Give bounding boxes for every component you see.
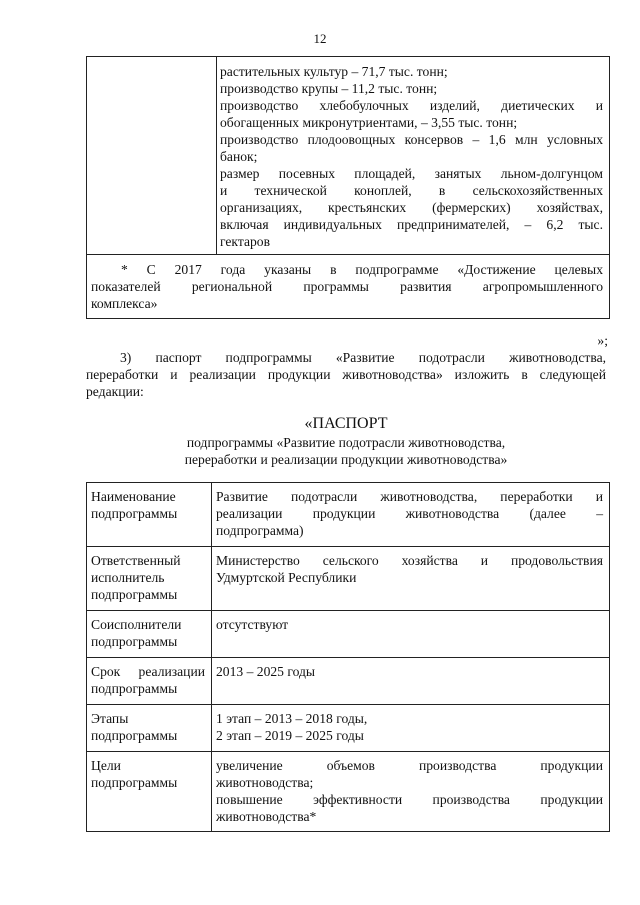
value-line: повышение эффективности производства продукции [216, 792, 603, 807]
label-line: исполнитель [91, 570, 165, 585]
continuation-table [86, 56, 610, 319]
text-line: банок; [220, 149, 258, 164]
value-line: 2 этап – 2019 – 2025 годы [216, 728, 364, 743]
label-line: Этапы [91, 711, 129, 726]
page-number: 12 [313, 31, 327, 46]
label-line: подпрограммы [91, 634, 178, 649]
footnote-line: показателей региональной программы развития агропромышленного [91, 279, 603, 294]
value-line: реализации продукции животноводства (далее – [216, 506, 603, 521]
empty-cell [87, 57, 217, 255]
value-line: животноводства* [216, 809, 317, 824]
row-label [87, 705, 212, 752]
footnote-cell [87, 255, 610, 319]
footnote-line: * С 2017 года указаны в подпрограмме «Достижение целевых [121, 262, 603, 277]
value-line: Удмуртской Республики [216, 570, 357, 585]
value-line: Министерство сельского хозяйства и продовольствия [216, 553, 603, 568]
passport-title: «ПАСПОРТ [304, 415, 388, 432]
text-line: производство хлебобулочных изделий, диетических и [220, 98, 603, 113]
text-line: и технической коноплей, в сельскохозяйственных [220, 183, 603, 198]
row-label [87, 658, 212, 705]
row-value [212, 658, 610, 705]
passport-heading [86, 414, 606, 468]
text-line: производство крупы – 11,2 тыс. тонн; [220, 81, 438, 96]
table-row [87, 483, 610, 547]
label-line: Цели [91, 758, 121, 773]
table-row [87, 752, 610, 832]
text-line: размер посевных площадей, занятых льном-долгунцом [220, 166, 603, 181]
label-line: подпрограммы [91, 681, 178, 696]
label-line: подпрограммы [91, 728, 178, 743]
label-line: подпрограммы [91, 775, 178, 790]
amendment-paragraph [86, 349, 606, 400]
value-line: Развитие подотрасли животноводства, переработки и [216, 489, 603, 504]
row-value [212, 752, 610, 832]
table-row [87, 547, 610, 611]
table-row [87, 611, 610, 658]
text-line: организациях, крестьянских (фермерских) хозяйствах, [220, 200, 603, 215]
value-line: отсутствуют [216, 617, 289, 632]
passport-subtitle-line: переработки и реализации продукции животноводства» [184, 452, 508, 467]
paragraph-line: переработки и реализации продукции животноводства» изложить в следующей [86, 367, 606, 382]
indicators-cell [217, 57, 610, 255]
label-line: Соисполнители [91, 617, 182, 632]
paragraph-line: редакции: [86, 384, 144, 399]
value-line: подпрограмма) [216, 523, 304, 538]
row-label [87, 483, 212, 547]
value-line: 1 этап – 2013 – 2018 годы, [216, 711, 368, 726]
label-line: Ответственный [91, 553, 181, 568]
value-line: 2013 – 2025 годы [216, 664, 316, 679]
label-line: Наименование [91, 489, 176, 504]
row-label [87, 547, 212, 611]
table-row [87, 658, 610, 705]
row-label [87, 611, 212, 658]
row-label [87, 752, 212, 832]
label-line: Срок реализации [91, 664, 205, 679]
text-line: обогащенных микронутриентами, – 3,55 тыс. тонн; [220, 115, 518, 130]
paragraph-line: 3) паспорт подпрограммы «Развитие подотрасли животноводства, [120, 350, 606, 365]
closing-quote: »; [597, 333, 608, 348]
footnote-line: комплекса» [91, 296, 158, 311]
text-line: гектаров [220, 234, 271, 249]
table-row [87, 255, 610, 319]
text-line: производство плодоовощных консервов – 1,6 млн условных [220, 132, 603, 147]
table-row [87, 57, 610, 255]
value-line: животноводства; [216, 775, 314, 790]
row-value [212, 611, 610, 658]
passport-subtitle-line: подпрограммы «Развитие подотрасли животноводства, [186, 435, 506, 450]
text-line: включая индивидуальных предпринимателей, – 6,2 тыс. [220, 217, 603, 232]
value-line: увеличение объемов производства продукции [216, 758, 603, 773]
label-line: подпрограммы [91, 506, 178, 521]
label-line: подпрограммы [91, 587, 178, 602]
passport-table [86, 482, 610, 832]
row-value [212, 705, 610, 752]
row-value [212, 483, 610, 547]
row-value [212, 547, 610, 611]
text-line: растительных культур – 71,7 тыс. тонн; [220, 64, 448, 79]
table-row [87, 705, 610, 752]
